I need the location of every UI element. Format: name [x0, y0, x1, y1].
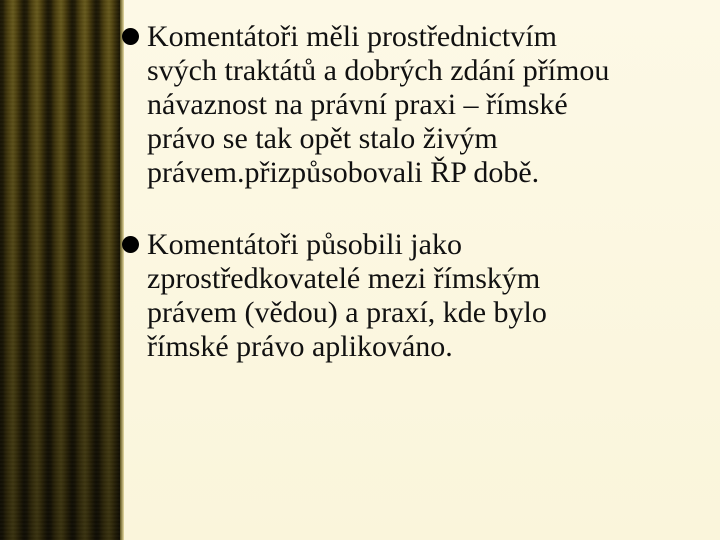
bullet-line: Komentátoři měli prostřednictvím: [147, 20, 557, 53]
bullet-dot-icon: [122, 236, 139, 253]
decorative-border: [0, 0, 122, 540]
bullet-item-1: [120, 20, 705, 190]
bullet-dot-icon: [122, 28, 139, 45]
bullet-line: Komentátoři působili jako: [147, 228, 462, 261]
bullet-item-2: [120, 228, 705, 364]
bullet-line: římské právo aplikováno.: [147, 330, 453, 363]
bullet-line: svých traktátů a dobrých zdání přímou: [147, 54, 610, 87]
bullet-line: právo se tak opět stalo živým: [147, 122, 498, 155]
slide-content: [120, 20, 705, 364]
bullet-line: právem.přizpůsobovali ŘP době.: [147, 156, 540, 189]
bullet-line: návaznost na právní praxi – římské: [147, 88, 568, 121]
bullet-line: právem (vědou) a praxí, kde bylo: [147, 296, 547, 329]
bullet-line: zprostředkovatelé mezi římským: [147, 262, 541, 295]
